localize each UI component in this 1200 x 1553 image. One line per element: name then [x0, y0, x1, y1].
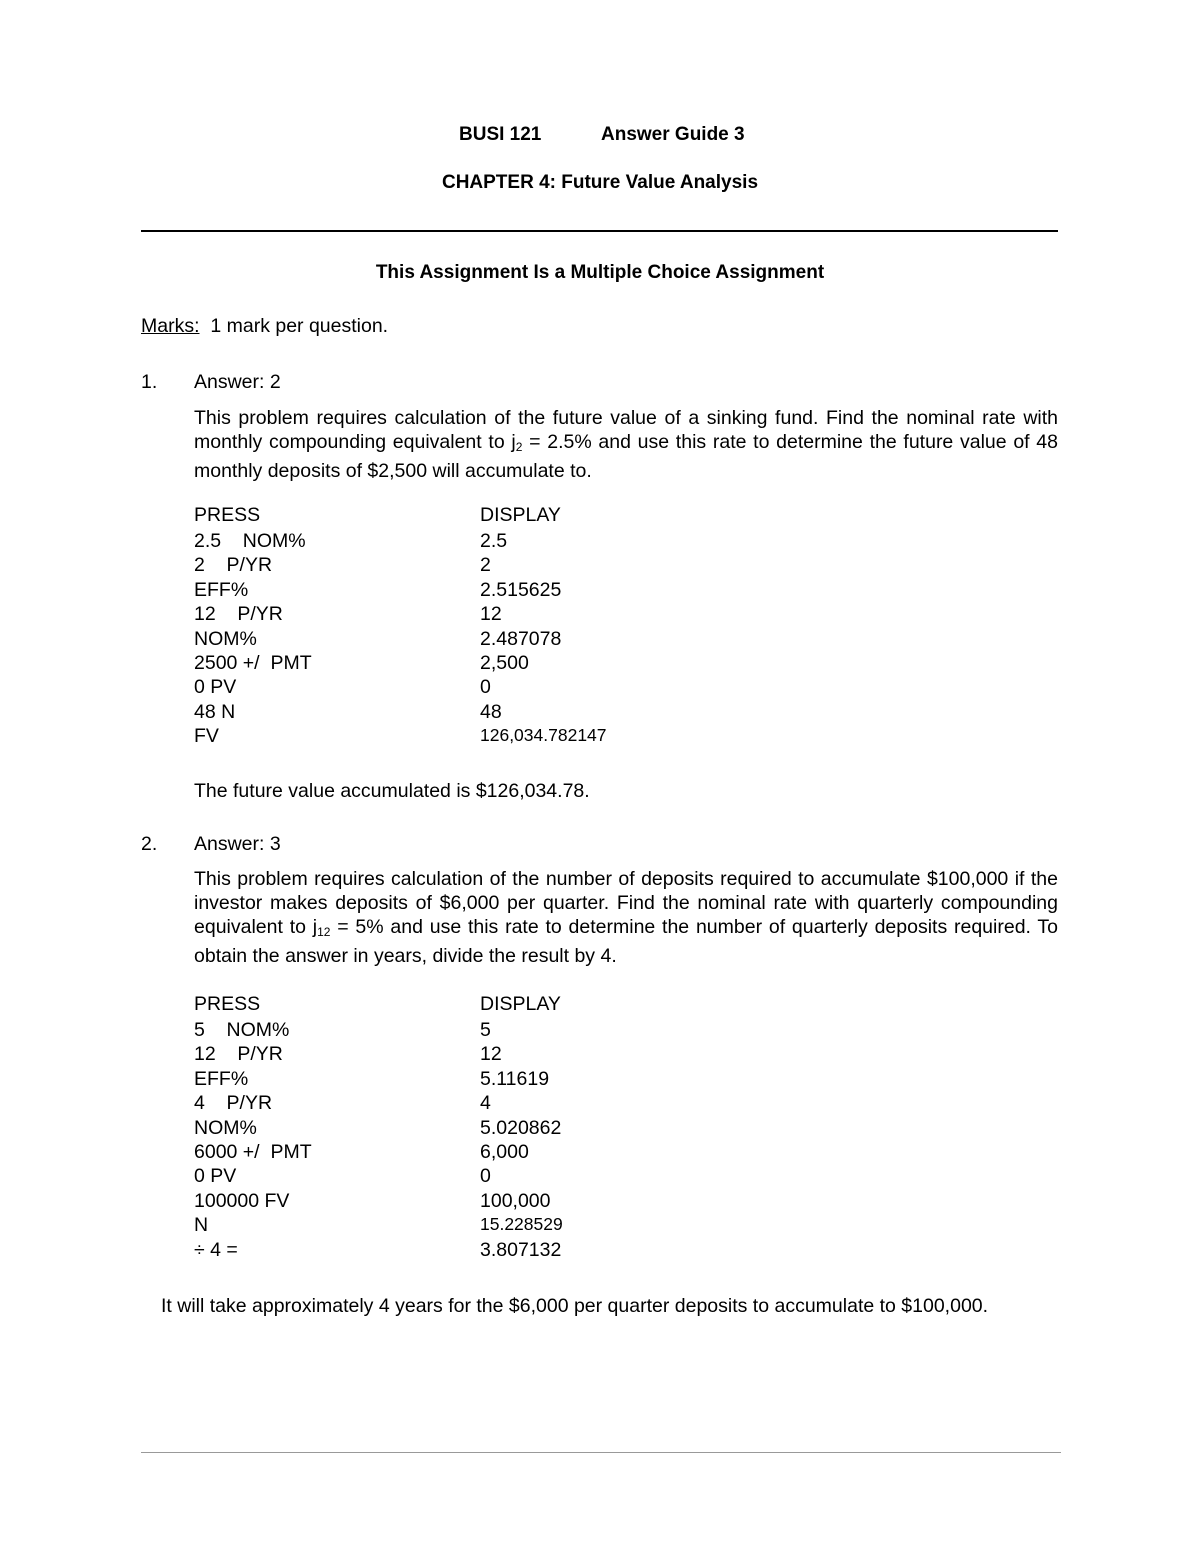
calc-step-row: [194, 1190, 694, 1215]
marks-label: Marks:: [141, 315, 200, 337]
display-value: 126,034.782147: [480, 725, 607, 746]
press-key: NOM%: [194, 1116, 257, 1139]
display-value: 2,500: [480, 652, 529, 674]
question-2-answer: Answer: 3: [194, 833, 281, 855]
guide-title: Answer Guide 3: [601, 124, 745, 145]
calc-step-row: [194, 1239, 694, 1264]
press-key: FV: [194, 725, 219, 748]
display-value: 0: [480, 1165, 491, 1188]
press-key: N: [194, 1214, 209, 1237]
calc-step-row: [194, 1141, 694, 1166]
display-value: 5.020862: [480, 1116, 562, 1139]
chapter-title: CHAPTER 4: Future Value Analysis: [441, 172, 759, 193]
calc-step-row: [194, 530, 694, 555]
calc-step-row: [194, 579, 694, 604]
calc-step-row: [194, 1019, 694, 1044]
calc-step-row: [194, 725, 694, 750]
calc-step-row: [194, 1092, 694, 1117]
question-2-number: 2.: [141, 833, 158, 855]
calc-step-row: [194, 1165, 694, 1190]
calc-step-row: [194, 554, 694, 579]
press-key: 2500 +/ PMT: [194, 652, 312, 674]
display-value: 0: [480, 676, 491, 699]
calc-step-row: [194, 628, 694, 653]
question-1-answer: Answer: 2: [194, 371, 281, 393]
question-2-description: This problem requires calculation of the number of deposits required to accumulate $100,000 if the investor makes deposits of $6,000 per quarter. Find the nominal rate with quarterly compounding equivalent to $j_{12} = 5\%$ and use this rate to determine the number of quarterly deposits required. To obtain the answer in years, divide the result by 4.: [194, 868, 1058, 967]
press-key: 12 P/YR: [194, 603, 283, 626]
calc-step-row: [194, 1043, 694, 1068]
footer-divider: [141, 1452, 1061, 1453]
press-key: 5 NOM%: [194, 1019, 290, 1041]
display-value: 12: [480, 603, 502, 626]
display-value: 2.487078: [480, 627, 562, 650]
press-key: NOM%: [194, 627, 257, 650]
display-value: 3.807132: [480, 1238, 562, 1261]
press-key: EFF%: [194, 578, 249, 601]
calc-step-row: [194, 701, 694, 726]
question-1-table-header: [194, 504, 694, 529]
question-1-conclusion: The future value accumulated is $126,034.78.: [194, 780, 590, 802]
display-value: 100,000: [480, 1189, 551, 1212]
press-header: PRESS: [194, 504, 261, 526]
question-1-description: This problem requires calculation of the future value of a sinking fund. Find the nominal rate with monthly compounding equivalent to $j_2 = 2.5\%$ and use this rate to determine the future value of 48 monthly deposits of $2,500 will accumulate to.: [194, 407, 1058, 482]
calc-step-row: [194, 652, 694, 677]
marks-text: 1 mark per question.: [210, 315, 389, 337]
calc-step-row: [194, 676, 694, 701]
calc-step-row: [194, 1117, 694, 1142]
press-key: 4 P/YR: [194, 1092, 273, 1115]
display-value: 48: [480, 700, 502, 723]
header-divider: [141, 230, 1058, 232]
question-2-table-header: [194, 993, 694, 1018]
press-key: 48 N: [194, 700, 236, 723]
press-key: 12 P/YR: [194, 1043, 283, 1066]
press-key: 2.5 NOM%: [194, 530, 306, 552]
press-key: 0 PV: [194, 1165, 237, 1188]
display-value: 5.11619: [480, 1067, 550, 1090]
question-1-number: 1.: [141, 371, 158, 393]
press-key: ÷ 4 =: [194, 1238, 238, 1261]
display-value: 6,000: [480, 1141, 529, 1163]
display-value: 2.515625: [480, 578, 562, 601]
press-key: 100000 FV: [194, 1189, 290, 1212]
calc-step-row: [194, 1068, 694, 1093]
course-code: BUSI 121: [459, 124, 542, 145]
press-key: 6000 +/ PMT: [194, 1141, 312, 1163]
display-value: 12: [480, 1043, 502, 1066]
press-key: 2 P/YR: [194, 554, 273, 577]
calc-step-row: [194, 603, 694, 628]
press-header: PRESS: [194, 993, 261, 1015]
display-header: DISPLAY: [480, 993, 561, 1015]
assignment-type: This Assignment Is a Multiple Choice Assignment: [375, 262, 825, 283]
display-value: 2.5: [480, 530, 508, 552]
question-2-conclusion: It will take approximately 4 years for the $6,000 per quarter deposits to accumulate to $100,000.: [161, 1295, 989, 1317]
display-value: 15.228529: [480, 1214, 563, 1235]
display-value: 4: [480, 1092, 491, 1115]
calc-step-row: [194, 1214, 694, 1239]
press-key: EFF%: [194, 1067, 249, 1090]
press-key: 0 PV: [194, 676, 237, 699]
display-value: 5: [480, 1019, 491, 1041]
marks-line: [141, 314, 388, 338]
display-value: 2: [480, 554, 491, 577]
display-header: DISPLAY: [480, 504, 561, 526]
